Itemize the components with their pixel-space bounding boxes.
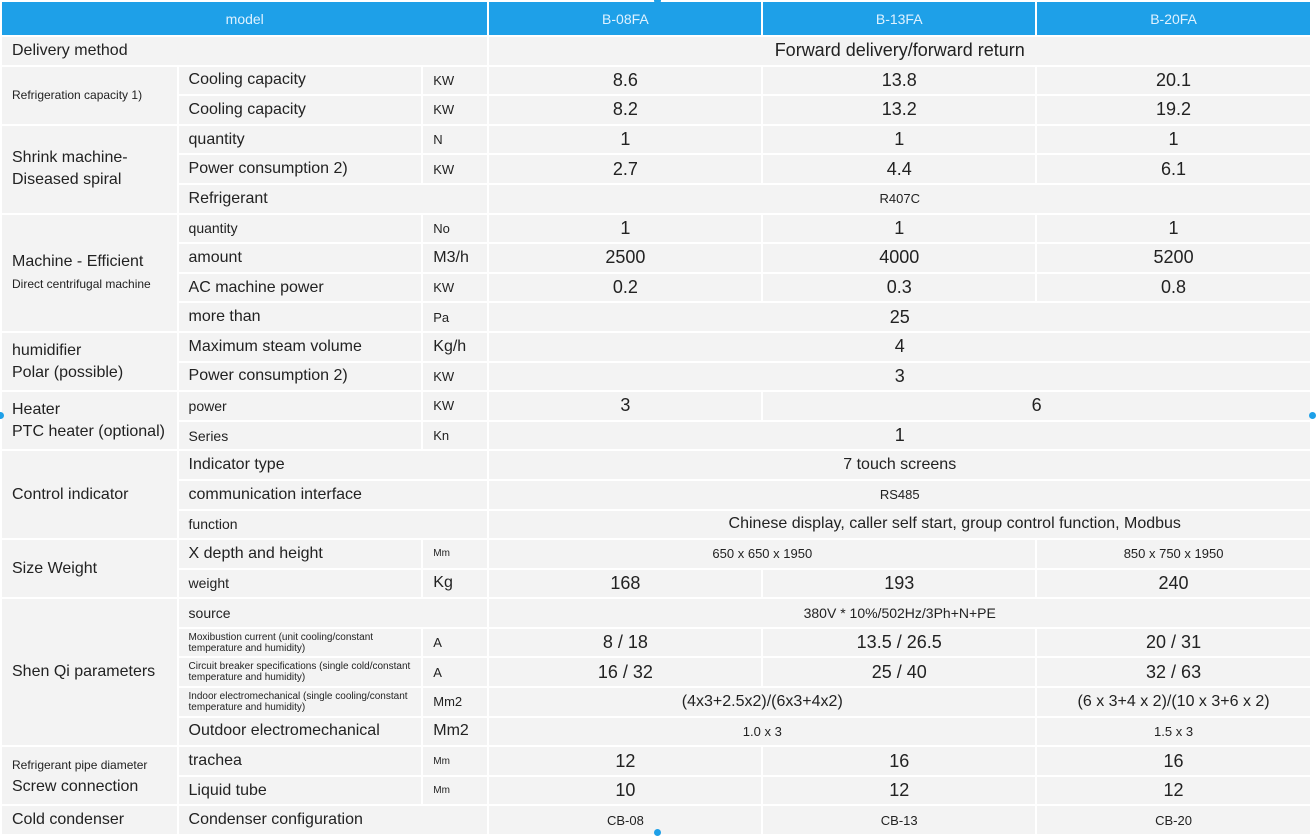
row-label: Liquid tube [179,777,422,805]
row-label: power [179,392,422,420]
table-row [2,777,1310,805]
cell-value: 3 [489,392,761,420]
group-label: Direct centrifugal machine [12,276,151,291]
group-label: Polar (possible) [12,363,124,381]
row-label: function [179,511,488,539]
cell-value: 1.5 x 3 [1037,718,1310,746]
row-label: quantity [179,215,422,243]
cell-value: 1 [489,422,1310,450]
table-row [2,481,1310,509]
group-label: PTC heater (optional) [12,422,165,440]
cell-value: 4000 [763,244,1035,272]
row-label: X depth and height [179,540,422,568]
group-label: Heater [12,400,61,418]
table-row [2,96,1310,124]
cell-value: 1 [489,215,761,243]
row-label: AC machine power [179,274,422,302]
row-unit: Pa [423,303,487,331]
row-label: amount [179,244,422,272]
table-row [2,451,1310,479]
row-unit: Mm [423,747,487,775]
cell-value: 380V * 10%/502Hz/3Ph+N+PE [489,599,1310,627]
row-unit: Mm2 [423,688,487,716]
table-row [2,363,1310,391]
cell-value: 1 [1037,126,1310,154]
cell-value: 2500 [489,244,761,272]
row-unit: Mm [423,777,487,805]
cell-value: 16 [763,747,1035,775]
row-label: communication interface [179,481,488,509]
table-row [2,511,1310,539]
table-row [2,629,1310,657]
row-unit: Kg/h [423,333,487,361]
group-label: Refrigerant pipe diameter [12,757,148,772]
table-row [2,658,1310,686]
cell-value: 3 [489,363,1310,391]
cell-value: 1 [489,126,761,154]
row-label: more than [179,303,422,331]
group-label: humidifier [12,341,82,359]
group-condenser: Cold condenser [2,806,177,834]
cell-value: 32 / 63 [1037,658,1310,686]
right-resize-handle[interactable] [1309,412,1316,419]
cell-value: 8.6 [489,67,761,95]
row-label: Condenser configuration [179,806,488,834]
row-unit: Mm [423,540,487,568]
group-label: Machine - Efficient [12,252,144,270]
group-label: Diseased spiral [12,171,122,189]
group-heater [2,392,177,449]
cell-value: 1 [763,126,1035,154]
row-unit: KW [423,274,487,302]
header-model: model [2,2,487,35]
row-unit: KW [423,67,487,95]
cell-value: 850 x 750 x 1950 [1037,540,1310,568]
cell-value: 193 [763,570,1035,598]
header-model-2: B-13FA [763,2,1035,35]
row-unit: M3/h [423,244,487,272]
table-row [2,422,1310,450]
cell-value: 10 [489,777,761,805]
row-unit: Kn [423,422,487,450]
row-unit: KW [423,392,487,420]
row-label: Power consumption 2) [179,155,422,183]
cell-value: 25 [489,303,1310,331]
cell-value: 1 [1037,215,1310,243]
cell-value: 650 x 650 x 1950 [489,540,1035,568]
cell-value: R407C [489,185,1310,213]
cell-value: 0.3 [763,274,1035,302]
cell-value: 1.0 x 3 [489,718,1035,746]
table-row [2,540,1310,568]
group-machine [2,215,177,331]
cell-value: Chinese display, caller self start, group control function, Modbus [489,511,1310,539]
cell-value: 0.8 [1037,274,1310,302]
row-label: Cooling capacity [179,67,422,95]
cell-value: RS485 [489,481,1310,509]
cell-value: CB-20 [1037,806,1310,834]
row-unit: KW [423,155,487,183]
header-row [2,2,1310,35]
row-label: trachea [179,747,422,775]
row-label: Maximum steam volume [179,333,422,361]
row-unit: N [423,126,487,154]
table-row [2,155,1310,183]
header-model-1: B-08FA [489,2,761,35]
cell-value: 20.1 [1037,67,1310,95]
row-label: source [179,599,488,627]
cell-value: 13.5 / 26.5 [763,629,1035,657]
cell-value: (6 x 3+4 x 2)/(10 x 3+6 x 2) [1037,688,1310,716]
cell-value: CB-13 [763,806,1035,834]
row-unit: KW [423,96,487,124]
cell-value: 16 / 32 [489,658,761,686]
group-label: Refrigeration capacity 1) [12,88,143,103]
cell-value: 6 [763,392,1310,420]
group-humidifier [2,333,177,390]
cell-value: (4x3+2.5x2)/(6x3+4x2) [489,688,1035,716]
row-label: weight [179,570,422,598]
cell-value: 25 / 40 [763,658,1035,686]
cell-value: 8 / 18 [489,629,761,657]
row-label: Series [179,422,422,450]
row-label: Refrigerant [179,185,488,213]
cell-value: 19.2 [1037,96,1310,124]
group-size: Size Weight [2,540,177,597]
table-row [2,392,1310,420]
cell-value: 13.8 [763,67,1035,95]
cell-value: 7 touch screens [489,451,1310,479]
table-row [2,747,1310,775]
table-row [2,718,1310,746]
row-label: Moxibustion current (unit cooling/constant temperature and humidity) [179,629,422,657]
row-label: quantity [179,126,422,154]
group-control: Control indicator [2,451,177,538]
cell-value: 5200 [1037,244,1310,272]
table-row [2,303,1310,331]
cell-value: 2.7 [489,155,761,183]
row-label: Cooling capacity [179,96,422,124]
cell-value: 16 [1037,747,1310,775]
cell-value: 8.2 [489,96,761,124]
table-row [2,67,1310,95]
cell-value: 4 [489,333,1310,361]
row-label: Outdoor electromechanical [179,718,422,746]
table-row [2,274,1310,302]
value-delivery: Forward delivery/forward return [489,37,1310,65]
group-delivery: Delivery method [2,37,487,65]
row-unit: Mm2 [423,718,487,746]
cell-value: 12 [1037,777,1310,805]
row-label: Circuit breaker specifications (single cold/constant temperature and humidity) [179,658,422,686]
cell-value: 1 [763,215,1035,243]
table-row [2,570,1310,598]
row-label: Indoor electromechanical (single cooling/constant temperature and humidity) [179,688,422,716]
table-row [2,185,1310,213]
table-row [2,333,1310,361]
cell-value: 12 [489,747,761,775]
table-row [2,215,1310,243]
row-unit: A [423,658,487,686]
cell-value: 13.2 [763,96,1035,124]
group-label: Screw connection [12,777,139,795]
table-row [2,126,1310,154]
row-label: Power consumption 2) [179,363,422,391]
group-label: Shrink machine- [12,149,128,167]
cell-value: 20 / 31 [1037,629,1310,657]
row-unit: Kg [423,570,487,598]
row-unit: KW [423,363,487,391]
table-row [2,244,1310,272]
cell-value: 0.2 [489,274,761,302]
row-unit: No [423,215,487,243]
cell-value: 6.1 [1037,155,1310,183]
cell-value: 12 [763,777,1035,805]
cell-value: CB-08 [489,806,761,834]
group-shrink [2,126,177,213]
cell-value: 240 [1037,570,1310,598]
header-model-3: B-20FA [1037,2,1310,35]
table-row [2,599,1310,627]
group-refrigeration [2,67,177,124]
cell-value: 4.4 [763,155,1035,183]
table-row [2,37,1310,65]
group-pipe [2,747,177,804]
row-unit: A [423,629,487,657]
row-label: Indicator type [179,451,488,479]
cell-value: 168 [489,570,761,598]
group-shenqi: Shen Qi parameters [2,599,177,745]
table-row [2,688,1310,716]
